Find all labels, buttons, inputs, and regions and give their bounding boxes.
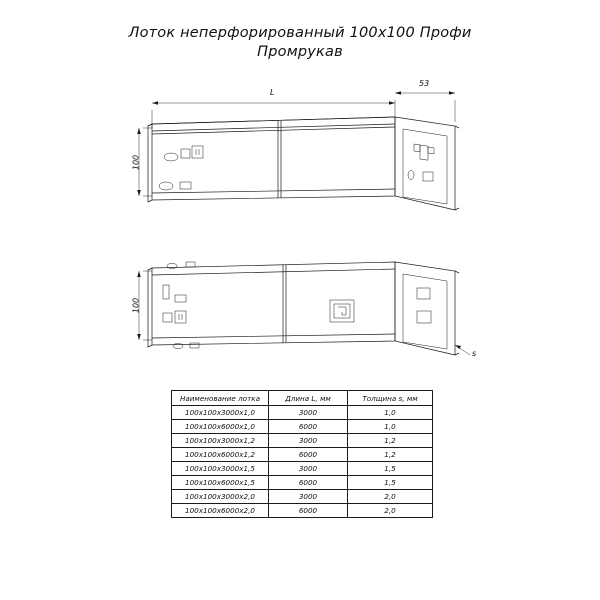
cell-name: 100х100х3000х2,0 — [172, 490, 269, 504]
cell-thickness: 1,0 — [348, 406, 433, 420]
cell-thickness: 1,2 — [348, 448, 433, 462]
lower-tray-body — [148, 262, 395, 347]
cell-name: 100х100х6000х1,5 — [172, 476, 269, 490]
cell-name: 100х100х3000х1,0 — [172, 406, 269, 420]
cell-name: 100х100х3000х1,2 — [172, 434, 269, 448]
page-title — [60, 24, 540, 62]
cell-name: 100х100х6000х1,2 — [172, 448, 269, 462]
cell-name: 100х100х3000х1,5 — [172, 462, 269, 476]
dimension-thickness-label: s — [472, 349, 477, 358]
table-row — [172, 476, 433, 490]
cell-name: 100х100х6000х2,0 — [172, 504, 269, 518]
table-row — [172, 504, 433, 518]
cell-length: 3000 — [269, 462, 348, 476]
cell-thickness: 2,0 — [348, 490, 433, 504]
upper-tray-end — [395, 117, 459, 210]
cell-thickness: 1,5 — [348, 462, 433, 476]
cell-thickness: 1,0 — [348, 420, 433, 434]
cell-length: 3000 — [269, 490, 348, 504]
table-row — [172, 406, 433, 420]
cell-length: 3000 — [269, 406, 348, 420]
table-row — [172, 420, 433, 434]
table-row — [172, 448, 433, 462]
table-header-name: Наименование лотка — [172, 391, 269, 406]
cell-thickness: 2,0 — [348, 504, 433, 518]
table-header-length: Длина L, мм — [269, 391, 348, 406]
table-row — [172, 490, 433, 504]
dimension-height-bottom-label: 100 — [131, 297, 141, 314]
table-row — [172, 434, 433, 448]
lower-tray-details — [163, 262, 354, 349]
table-header-thickness: Толщина s, мм — [348, 391, 433, 406]
cell-thickness: 1,2 — [348, 434, 433, 448]
upper-tray-details — [159, 146, 203, 190]
title-line-1: Лоток неперфорированный 100х100 Профи — [128, 25, 472, 41]
dimension-length-label: L — [270, 88, 275, 97]
cell-length: 6000 — [269, 448, 348, 462]
upper-tray-body — [148, 117, 395, 202]
cell-length: 3000 — [269, 434, 348, 448]
cell-name: 100х100х6000х1,0 — [172, 420, 269, 434]
dimension-height-top-label: 100 — [131, 154, 141, 171]
cell-thickness: 1,5 — [348, 476, 433, 490]
upper-dimension-lines — [137, 91, 455, 196]
specification-table — [171, 390, 433, 518]
lower-dimension-lines — [137, 271, 470, 355]
title-line-2: Промрукав — [257, 44, 343, 60]
dimension-width-label: 53 — [419, 79, 430, 88]
cell-length: 6000 — [269, 504, 348, 518]
cell-length: 6000 — [269, 420, 348, 434]
lower-tray-end — [395, 262, 459, 355]
table-row — [172, 462, 433, 476]
cell-length: 6000 — [269, 476, 348, 490]
table-header-row — [172, 391, 433, 406]
